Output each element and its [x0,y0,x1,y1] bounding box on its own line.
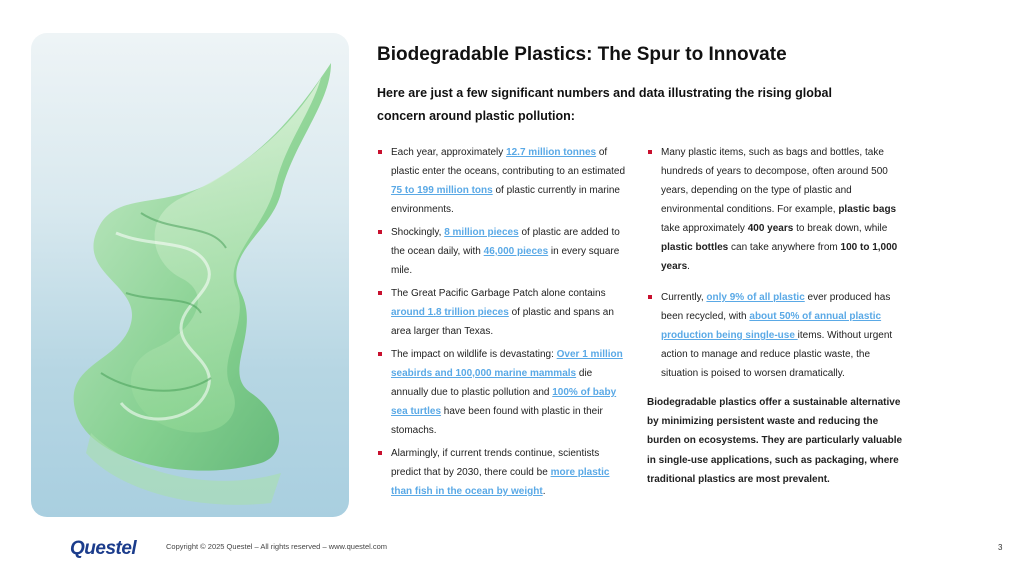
bullet-text: . [687,261,690,272]
stat-link[interactable]: 100% of baby sea turtles [391,387,617,417]
emphasis-text: plastic bottles [661,242,729,253]
bullet-text: . [542,486,546,497]
emphasis-text: 400 years [747,223,794,234]
bullet-text: Alarmingly, if current trends continue, scientists predict that by 2030, there could be [391,448,600,478]
copyright-text: Copyright © 2025 Questel – All rights reserved – www.questel.com [166,542,388,551]
bullet-text: to break down, while [793,223,888,234]
bullet-text: items. Without urgent action to manage and reduce plastic waste, the situation is poised to worsen dramatically. [661,330,893,379]
questel-logo: Questel [70,538,137,559]
stat-link[interactable]: around 1.8 trillion pieces [391,307,509,318]
bullet-text: Currently, [661,292,707,303]
bullet-text: Many plastic items, such as bags and bottles, take hundreds of years to decompose, often around 500 years, depending on the type of plastic and environmental conditions. For example, [661,147,888,215]
page-number: 3 [998,543,1003,552]
list-item [647,143,905,276]
intro-text: Here are just a few significant numbers and data illustrating the rising global concern around plastic pollution: [377,86,832,123]
bullet-text: of plastic and spans an area larger than Texas. [391,307,614,337]
bullet-text: The Great Pacific Garbage Patch alone contains [391,288,606,299]
page-title: Biodegradable Plastics: The Spur to Innovate [377,44,787,65]
stat-link[interactable]: 46,000 pieces [483,246,549,257]
bullet-text: have been found with plastic in their stomachs. [391,406,603,436]
stat-link[interactable]: 75 to 199 million tons [391,185,493,196]
emphasis-text: plastic bags [838,204,897,215]
bullet-text: The impact on wildlife is devastating: [391,349,557,360]
bullet-text: of plastic enter the oceans, contributing to an estimated [391,147,626,177]
stat-link[interactable]: 12.7 million tonnes [506,147,597,158]
bullet-text: can take anywhere from [728,242,841,253]
bullet-text: Shockingly, [391,227,445,238]
bullet-text: die annually due to plastic pollution and [391,368,593,398]
bullet-text: of plastic are added to the ocean daily, with [391,227,620,257]
list-item [647,288,905,383]
list-item [377,345,629,440]
bullet-text: take approximately [661,223,748,234]
bullet-text: of plastic currently in marine environments. [391,185,620,215]
stat-link[interactable]: only 9% of all plastic [706,292,805,303]
list-item [377,223,629,280]
stat-link[interactable]: more plastic than fish in the ocean by weight [391,467,610,497]
stat-link[interactable]: about 50% of annual plastic production being single-use [661,311,882,341]
left-column [377,143,629,505]
bullet-text: Each year, approximately [391,147,507,158]
list-item [377,143,629,219]
stat-link[interactable]: Over 1 million seabirds and 100,000 marine mammals [391,349,623,379]
summary-paragraph: Biodegradable plastics offer a sustainable alternative by minimizing persistent waste and reducing the burden on ecosystems. They are particularly valuable in single-use applications, such as packaging, where traditional plastics are most prevalent. [647,397,903,485]
bullet-text: in every square mile. [391,246,620,276]
bullet-text: ever produced has been recycled, with [661,292,891,322]
green-plastic-sculpture-image [31,33,349,517]
emphasis-text: 100 to 1,000 years [661,242,898,272]
hero-image [31,33,349,517]
stat-link[interactable]: 8 million pieces [444,227,519,238]
list-item [377,444,629,501]
list-item [377,284,629,341]
right-column [647,143,905,489]
